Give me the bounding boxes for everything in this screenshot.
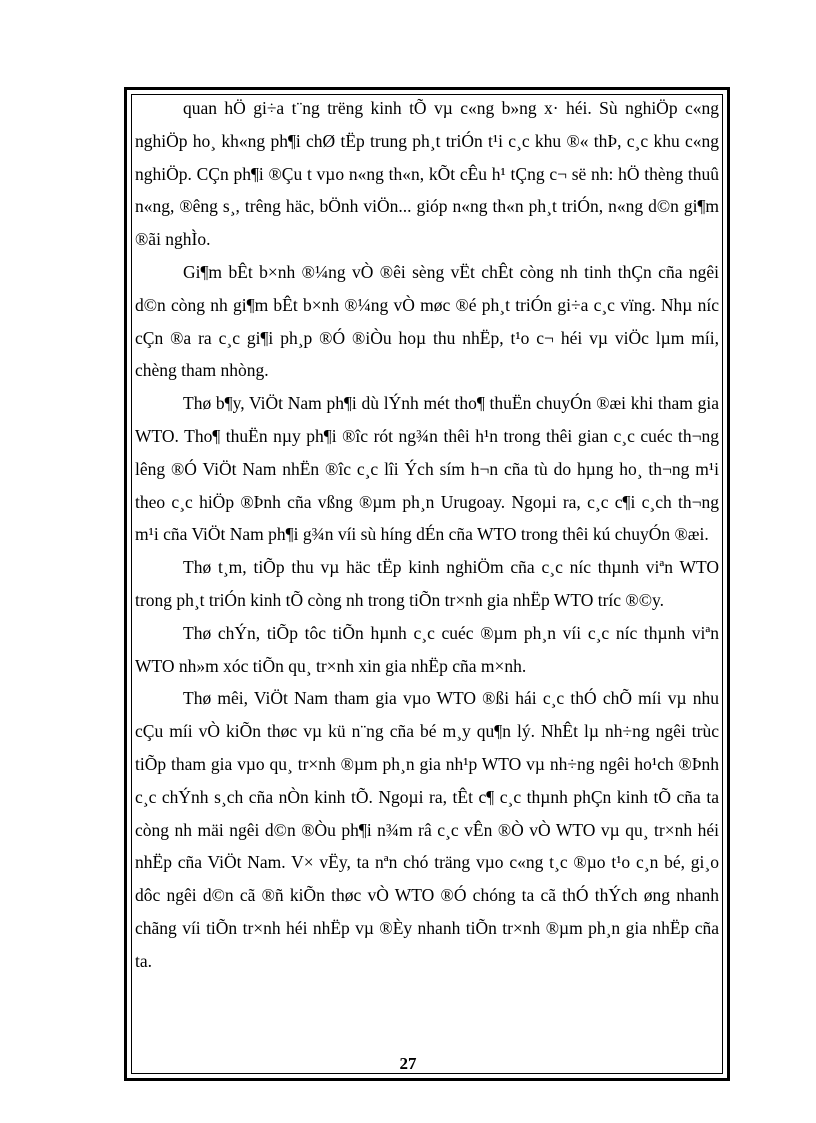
document-body [135,92,719,978]
paragraph: Thø mêi, ViÖt Nam tham gia vµo WTO ®ßi hái c¸c thÓ chÕ míi vµ nhu cÇu míi vÒ kiÕn thøc vµ kü n¨ng cña bé m¸y qu¶n lý. NhÊt lµ nh÷ng ngêi trùc tiÕp tham gia vµo qu¸ tr×nh ®µm ph¸n gia nh¹p WTO vµ nh÷ng ngêi ho¹ch ®Þnh c¸c chÝnh s¸ch cña nÒn kinh tÕ. Ngoµi ra, tÊt c¶ c¸c thµnh phÇn kinh tÕ cña ta còng nh mäi ngêi d©n ®Òu ph¶i n¾m râ c¸c vÊn ®Ò vÒ WTO vµ qu¸ tr×nh héi nhËp cña ViÖt Nam. V× vËy, ta nªn chó träng vµo c«ng t¸c ®µo t¹o c¸n bé, gi¸o dôc ngêi d©n cã ®ñ kiÕn thøc vÒ WTO ®Ó chóng ta cã thÓ thÝch øng nhanh chãng víi tiÕn tr×nh héi nhËp vµ ®Èy nhanh tiÕn tr×nh ®µm ph¸n gia nhËp cña ta. [135,688,719,971]
paragraph: Gi¶m bÊt b×nh ®¼ng vÒ ®êi sèng vËt chÊt còng nh tinh thÇn cña ngêi d©n còng nh gi¶m bÊt b×nh ®¼ng vÒ møc ®é ph¸t triÓn gi÷a c¸c vïng. Nhµ níc cÇn ®a ra c¸c gi¶i ph¸p ®Ó ®iÒu hoµ thu nhËp, t¹o c¬ héi vµ viÖc lµm míi, chèng tham nhòng. [135,261,719,381]
paragraph: Thø t¸m, tiÕp thu vµ häc tËp kinh nghiÖm cña c¸c níc thµnh viªn WTO trong ph¸t triÓn kinh tÕ còng nh trong tiÕn tr×nh gia nhËp WTO tríc ®©y. [135,557,719,610]
paragraph: Thø b¶y, ViÖt Nam ph¶i dù lÝnh mét tho¶ thuËn chuyÓn ®æi khi tham gia WTO. Tho¶ thuËn nµy ph¶i ®îc rót ng¾n thêi h¹n trong thêi gian c¸c cuéc th¬ng lêng ®Ó ViÖt Nam nhËn ®îc c¸c lîi Ých sím h¬n cña tù do hµng ho¸ th¬ng m¹i theo c¸c hiÖp ®Þnh cña vßng ®µm ph¸n Urugoay. Ngoµi ra, c¸c c¶i c¸ch th¬ng m¹i cña ViÖt Nam ph¶i g¾n víi sù híng dÉn cña WTO trong thêi kú chuyÓn ®æi. [135,393,719,545]
page-number: 27 [399,1054,417,1073]
paragraph: quan hÖ gi÷a t¨ng trëng kinh tÕ vµ c«ng b»ng x· héi. Sù nghiÖp c«ng nghiÖp ho¸ kh«ng ph¶i chØ tËp trung ph¸t triÓn t¹i c¸c khu ®« thÞ, c¸c khu c«ng nghiÖp. CÇn ph¶i ®Çu t vµo n«ng th«n, kÕt cÊu h¹ tÇng c¬ së nh: hÖ thèng thuû n«ng, ®êng s¸, trêng häc, bÖnh viÖn... gióp n«ng th«n ph¸t triÓn, n«ng d©n gi¶m ®ãi nghÌo. [135,98,719,250]
paragraph: Thø chÝn, tiÕp tôc tiÕn hµnh c¸c cuéc ®µm ph¸n víi c¸c níc thµnh viªn WTO nh»m xóc tiÕn qu¸ tr×nh xin gia nhËp cña m×nh. [135,622,719,676]
